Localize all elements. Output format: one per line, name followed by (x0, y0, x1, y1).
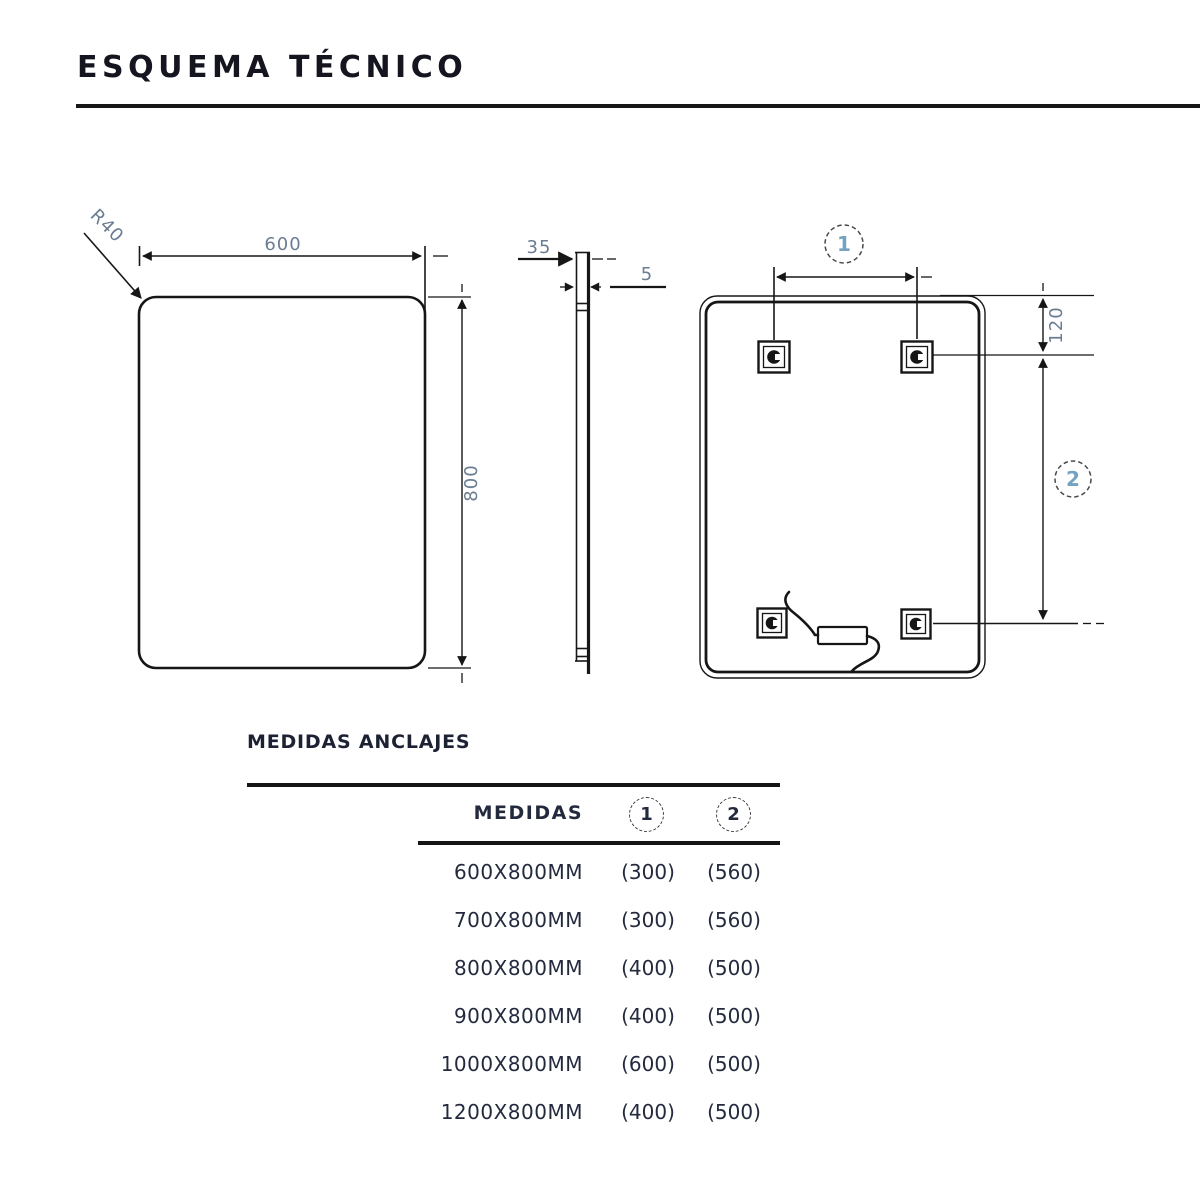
anchor-table-title: MEDIDAS ANCLAJES (247, 731, 471, 753)
front-width-label: 600 (264, 234, 302, 255)
mirror-back-outer-outline (700, 296, 985, 678)
table-row-v2: (500) (707, 1100, 761, 1124)
mounting-bracket-bottom-right (902, 610, 931, 639)
table-row-v1: (300) (621, 908, 675, 932)
mounting-bracket-top-left (759, 342, 790, 373)
led-driver-box (818, 627, 867, 644)
table-row-v2: (500) (707, 956, 761, 980)
mirror-front-outline (139, 297, 425, 668)
front-height-dimension (428, 284, 482, 683)
table-row-v2: (500) (707, 1004, 761, 1028)
table-row-v1: (300) (621, 860, 675, 884)
table-row-size: 600X800MM (453, 860, 583, 884)
table-header-2-label: 2 (727, 804, 740, 825)
mounting-bracket-top-right (902, 342, 933, 373)
front-radius-label: R40 (85, 205, 128, 248)
table-header-medidas: MEDIDAS (473, 802, 583, 824)
bracket-top-offset-dimension (933, 283, 1094, 355)
table-row-v1: (400) (621, 956, 675, 980)
table-row-size: 700X800MM (453, 908, 583, 932)
title-rule (76, 104, 1200, 108)
callout-1-label: 1 (837, 232, 851, 256)
side-view-drawing (518, 237, 666, 674)
table-column-anchor-2 (687, 848, 781, 1136)
front-radius-dimension (84, 205, 141, 298)
power-cable-upper (785, 592, 818, 635)
side-glass-label: 5 (640, 264, 654, 285)
front-view-drawing (84, 205, 482, 683)
table-row-v2: (560) (707, 860, 761, 884)
table-header-rule (418, 841, 780, 845)
table-top-rule (247, 783, 780, 787)
front-width-dimension (140, 234, 449, 311)
anchor-spacing-dimension-2 (933, 359, 1104, 624)
technical-drawing (0, 180, 1200, 740)
table-header-circle-2 (716, 797, 751, 832)
side-depth-dimension (518, 237, 616, 259)
table-row-v2: (560) (707, 908, 761, 932)
table-row-v2: (500) (707, 1052, 761, 1076)
table-row-size: 800X800MM (453, 956, 583, 980)
table-row-v1: (600) (621, 1052, 675, 1076)
mounting-bracket-bottom-left (758, 609, 787, 638)
table-header-circle-1 (629, 797, 664, 832)
page-title: ESQUEMA TÉCNICO (77, 50, 468, 85)
bracket-offset-label: 120 (1046, 306, 1067, 344)
table-row-size: 1000X800MM (440, 1052, 583, 1076)
table-row-size: 1200X800MM (440, 1100, 583, 1124)
table-column-anchor-1 (601, 848, 695, 1136)
back-view-drawing (700, 225, 1104, 678)
front-height-label: 800 (461, 464, 482, 502)
table-header-1-label: 1 (640, 804, 653, 825)
table-row-v1: (400) (621, 1004, 675, 1028)
callout-2-label: 2 (1066, 467, 1080, 491)
table-row-size: 900X800MM (453, 1004, 583, 1028)
table-row-v1: (400) (621, 1100, 675, 1124)
anchor-spacing-dimension-1 (774, 225, 932, 340)
table-column-sizes (400, 848, 583, 1136)
power-cable-lower (851, 636, 879, 672)
mirror-back-inner-outline (706, 302, 979, 672)
side-depth-label: 35 (526, 237, 552, 258)
